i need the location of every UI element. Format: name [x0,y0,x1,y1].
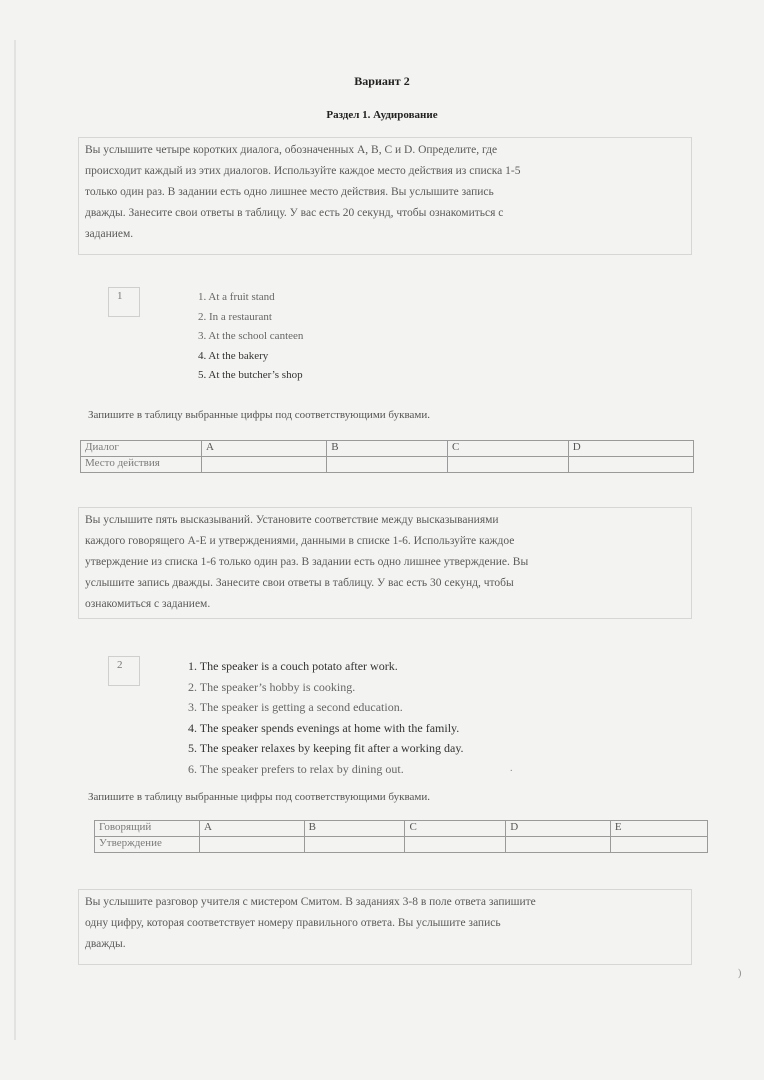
task1-answer-table [80,440,694,473]
task1-instruction-line: только один раз. В задании есть одно лишнее место действия. Вы услышите запись [85,186,494,198]
task2-number: 2 [117,659,123,671]
task1-instruction-line: происходит каждый из этих диалогов. Используйте каждое место действия из списка 1-5 [85,165,521,177]
table-row [81,457,694,473]
task3-instruction [78,889,692,965]
task1-option: 4. At the bakery [198,349,269,362]
answer-cell[interactable] [568,457,693,473]
answer-cell[interactable] [447,457,568,473]
task2-option: 1. The speaker is a couch potato after work. [188,659,398,673]
task1-number-box [108,287,140,317]
answer-cell[interactable] [610,837,707,853]
column-header: D [506,821,611,837]
scan-edge-shadow [14,40,16,1040]
task1-instruction-line: Вы услышите четыре коротких диалога, обозначенных A, B, C и D. Определите, где [85,144,498,156]
task2-instruction-line: каждого говорящего A-E и утверждениями, данными в списке 1-6. Используйте каждое [85,535,515,547]
table-row [95,821,708,837]
row-label-place: Место действия [81,457,202,473]
answer-cell[interactable] [405,837,506,853]
column-header: D [568,441,693,457]
answer-cell[interactable] [304,837,405,853]
task2-answer-table [94,820,708,853]
answer-cell[interactable] [327,457,448,473]
task1-instruction [78,137,692,255]
column-header: A [202,441,327,457]
task1-option: 3. At the school canteen [198,330,304,342]
task1-options-list [198,288,303,386]
task2-instruction [78,507,692,619]
row-label-speaker: Говорящий [95,821,200,837]
task1-table-caption: Запишите в таблицу выбранные цифры под соответствующими буквами. [88,409,430,421]
column-header: E [610,821,707,837]
task2-number-box [108,656,140,686]
scan-speck: . [510,763,513,774]
column-header: C [447,441,568,457]
answer-cell[interactable] [506,837,611,853]
task1-instruction-line: дважды. Занесите свои ответы в таблицу. У вас есть 20 секунд, чтобы ознакомиться с [85,207,504,219]
task3-instruction-line: Вы услышите разговор учителя с мистером Смитом. В заданиях 3-8 в поле ответа запишите [85,896,536,908]
answer-cell[interactable] [200,837,305,853]
task2-option: 4. The speaker spends evenings at home with the family. [188,720,460,735]
task2-option: 2. The speaker’s hobby is cooking. [188,679,356,694]
column-header: A [200,821,305,837]
task2-option: 6. The speaker prefers to relax by dining out. [188,761,404,776]
task2-instruction-line: Вы услышите пять высказываний. Установите соответствие между высказываниями [85,514,499,526]
task2-option: 5. The speaker relaxes by keeping fit after a working day. [188,741,464,755]
scan-speck: ) [738,968,742,979]
task1-option: 5. At the butcher’s shop [198,369,303,381]
task3-instruction-line: одну цифру, которая соответствует номеру правильного ответа. Вы услышите запись [85,917,501,929]
task2-table-caption: Запишите в таблицу выбранные цифры под соответствующими буквами. [88,791,430,803]
column-header: B [327,441,448,457]
section-title: Раздел 1. Аудирование [326,109,438,121]
task1-instruction-line: заданием. [85,228,134,240]
task2-instruction-line: ознакомиться с заданием. [85,598,211,610]
task1-option: 1. At a fruit stand [198,291,275,303]
row-label-dialog: Диалог [81,441,202,457]
task2-instruction-line: утверждение из списка 1-6 только один раз. В задании есть одно лишнее утверждение. Вы [85,556,529,568]
answer-cell[interactable] [202,457,327,473]
task2-option: 3. The speaker is getting a second education. [188,700,403,714]
row-label-statement: Утверждение [95,837,200,853]
column-header: C [405,821,506,837]
task3-instruction-line: дважды. [85,938,126,950]
task1-option: 2. In a restaurant [198,310,272,323]
variant-title: Вариант 2 [354,74,410,88]
task1-number: 1 [117,290,123,302]
table-row [95,837,708,853]
task2-options-list [188,656,464,779]
task2-instruction-line: услышите запись дважды. Занесите свои ответы в таблицу. У вас есть 30 секунд, чтобы [85,577,514,589]
table-row [81,441,694,457]
column-header: B [304,821,405,837]
